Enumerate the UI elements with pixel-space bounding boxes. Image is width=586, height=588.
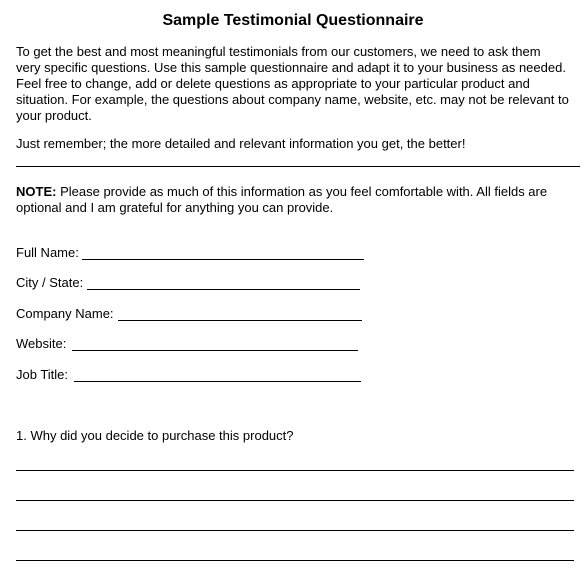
note-paragraph (16, 184, 582, 216)
answer-line[interactable] (16, 500, 574, 501)
question-1: 1. Why did you decide to purchase this product? (16, 428, 294, 443)
note-line: optional and I am grateful for anything you can provide. (16, 200, 334, 215)
city-state-field[interactable] (16, 275, 83, 291)
note-label: NOTE: (16, 184, 57, 199)
company-name-blank-line[interactable] (118, 320, 362, 321)
intro-line: Feel free to change, add or delete questions as appropriate to your particular product and (16, 76, 530, 91)
job-title-label: Job Title: (16, 367, 69, 382)
full-name-field[interactable] (16, 245, 79, 261)
document-title: Sample Testimonial Questionnaire (162, 12, 424, 29)
answer-line[interactable] (16, 560, 574, 561)
section-divider (16, 166, 580, 167)
note-line (16, 184, 582, 200)
intro-line: very specific questions. Use this sample questionnaire and adapt it to your business as needed. (16, 60, 566, 75)
website-blank-line[interactable] (72, 350, 358, 351)
intro-paragraph (16, 44, 582, 124)
full-name-label: Full Name: (16, 245, 79, 260)
website-field[interactable] (16, 336, 66, 352)
job-title-blank-line[interactable] (74, 381, 361, 382)
note-text: Please provide as much of this information as you feel comfortable with. All fields are (60, 184, 548, 199)
job-title-field[interactable] (16, 367, 68, 383)
city-state-blank-line[interactable] (87, 289, 360, 290)
intro-line: To get the best and most meaningful testimonials from our customers, we need to ask them (16, 44, 541, 59)
intro-line: your product. (16, 108, 92, 123)
answer-line[interactable] (16, 530, 574, 531)
remember-text: Just remember; the more detailed and relevant information you get, the better! (16, 136, 466, 151)
city-state-label: City / State: (16, 275, 84, 290)
answer-line[interactable] (16, 470, 574, 471)
intro-line: situation. For example, the questions about company name, website, etc. may not be relevant to (16, 92, 569, 107)
company-name-label: Company Name: (16, 306, 114, 321)
website-label: Website: (16, 336, 67, 351)
full-name-blank-line[interactable] (82, 259, 364, 260)
company-name-field[interactable] (16, 306, 114, 322)
